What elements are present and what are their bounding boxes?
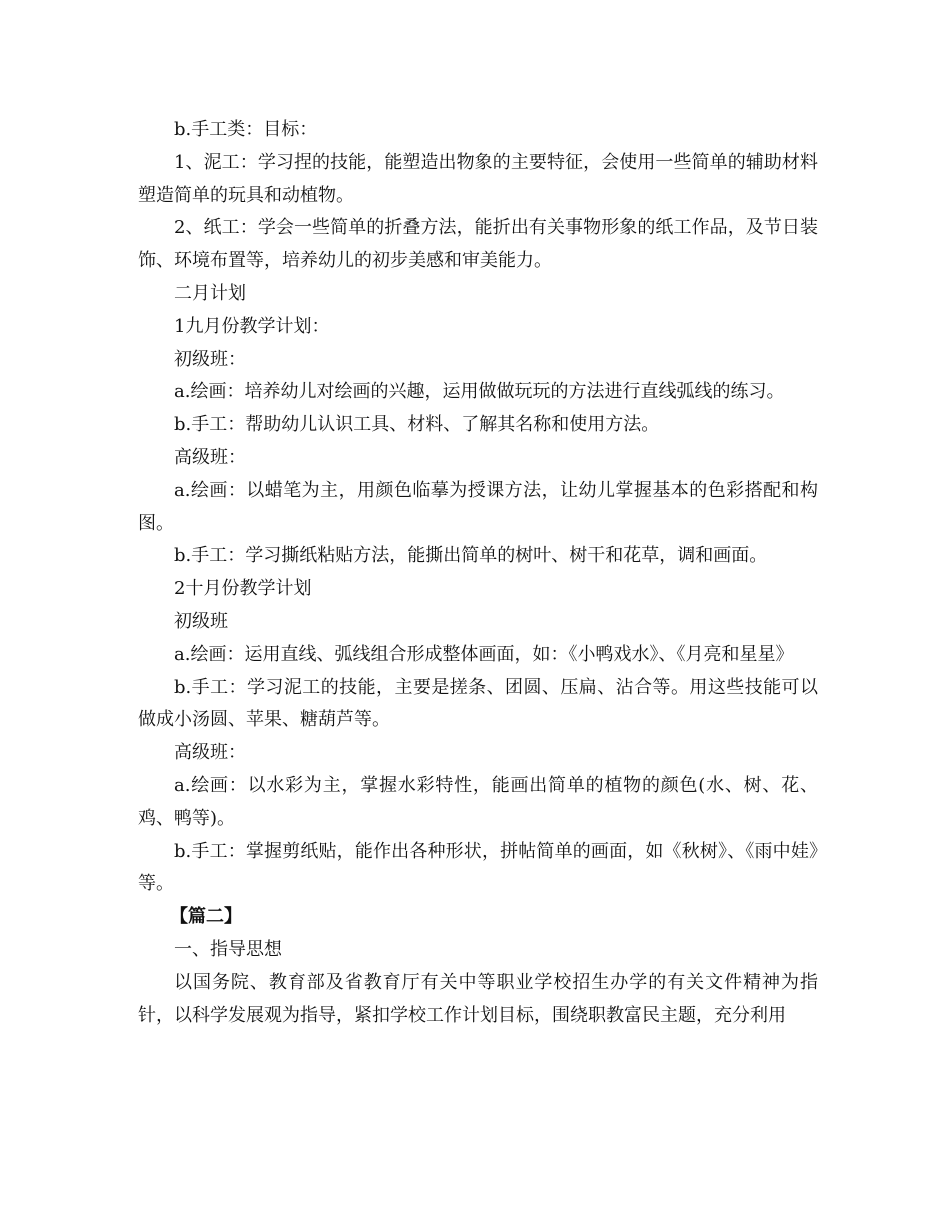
paragraph-clay-work: 1、泥工：学习捏的技能，能塑造出物象的主要特征，会使用一些简单的辅助材料塑造简单的玩具和动植物。 (138, 151, 818, 206)
paragraph-beginner-drawing-sep: a.绘画：培养幼儿对绘画的兴趣，运用做做玩玩的方法进行直线弧线的练习。 (174, 381, 785, 403)
paragraph-advanced-handcraft-oct: b.手工：掌握剪纸贴，能作出各种形状，拼帖简单的画面，如《秋树》、《雨中娃》等。 (138, 840, 818, 895)
paragraph-beginner-drawing-oct: a.绘画：运用直线、弧线组合形成整体画面，如：《小鸭戏水》、《月亮和星星》 (174, 643, 794, 665)
paragraph-paper-work: 2、纸工：学会一些简单的折叠方法，能折出有关事物形象的纸工作品，及节日装饰、环境布置等，培养幼儿的初步美感和审美能力。 (138, 217, 818, 272)
class-label-advanced: 高级班： (174, 446, 246, 468)
paragraph-beginner-handcraft-oct: b.手工：学习泥工的技能，主要是搓条、团圆、压扁、沾合等。用这些技能可以做成小汤圆、苹果、糖葫芦等。 (138, 676, 818, 731)
paragraph-advanced-drawing-oct: a.绘画：以水彩为主，掌握水彩特性，能画出简单的植物的颜色(水、树、花、鸡、鸭等)。 (138, 774, 818, 829)
document-body (138, 114, 818, 1032)
paragraph-beginner-handcraft-sep: b.手工：帮助幼儿认识工具、材料、了解其名称和使用方法。 (174, 414, 660, 436)
subheading-guiding-thought: 一、指导思想 (174, 938, 282, 960)
section-heading-february-plan: 二月计划 (174, 282, 246, 304)
paragraph-handcraft-goal: b.手工类：目标： (174, 119, 318, 140)
paragraph-advanced-drawing-sep: a.绘画：以蜡笔为主，用颜色临摹为授课方法，让幼儿掌握基本的色彩搭配和构图。 (138, 479, 818, 534)
class-label-beginner-oct: 初级班 (174, 610, 228, 632)
subheading-september-plan: 1九月份教学计划： (174, 315, 330, 337)
section-heading-part-two: 【篇二】 (170, 906, 242, 928)
paragraph-advanced-handcraft-sep: b.手工：学习撕纸粘贴方法，能撕出简单的树叶、树干和花草，调和画面。 (174, 545, 768, 567)
class-label-advanced-oct: 高级班： (174, 742, 246, 764)
paragraph-guiding-thought: 以国务院、教育部及省教育厅有关中等职业学校招生办学的有关文件精神为指针，以科学发展观为指导，紧扣学校工作计划目标，围绕职教富民主题，充分利用 (138, 971, 818, 1026)
class-label-beginner: 初级班： (174, 348, 246, 370)
subheading-october-plan: 2十月份教学计划 (174, 578, 312, 600)
